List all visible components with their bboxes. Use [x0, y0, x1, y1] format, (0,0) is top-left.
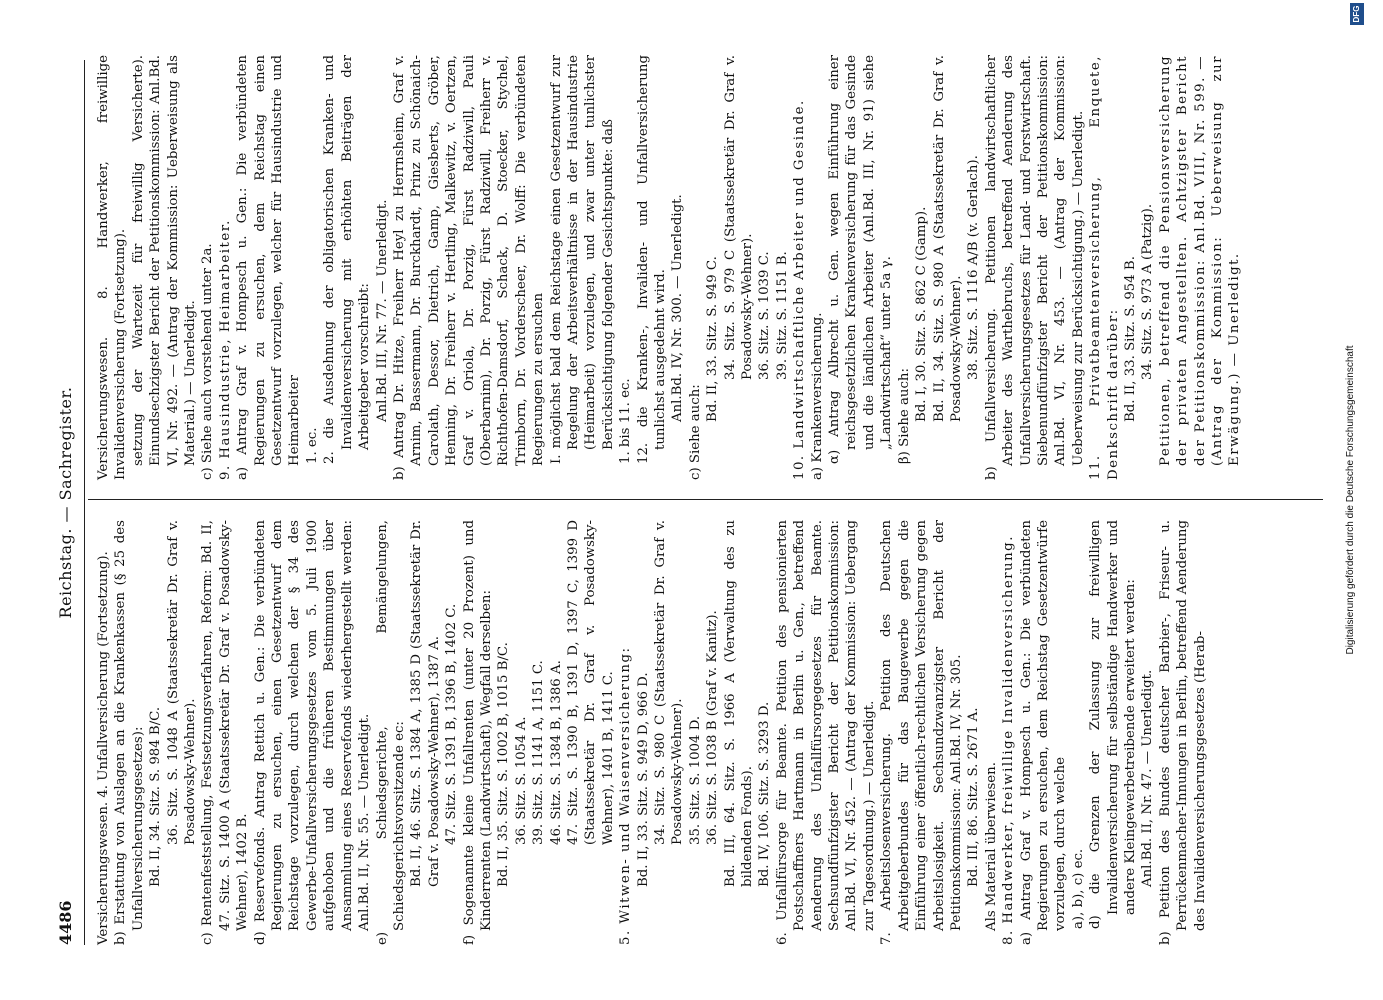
text-line: Bd. III, 64. Sitz. S. 1966 A (Verwaltung des zu bildenden Fonds).: [722, 520, 756, 887]
text-line: 34. Sitz. S. 980 C (Staatssekretär Dr. Graf v. Posadowsky-Wehner).: [653, 520, 686, 845]
text-line: 1. ec.: [304, 427, 320, 464]
column-divider: [88, 499, 1323, 500]
text-line: b) Unfallversicherung. Petitionen landwirtschaftlicher Arbeiter des Warthebruchs, betreffend Aenderung des Unfallversicherungsgesetzes für Land- und Forstwirtschaft. Siebenundfünfzigster Bericht der Petitionskommission: Anl.Bd. VI, Nr. 453. — (Antrag der Kommission: Ueberweisung zur Berücksichtigung.) — Unerledigt.: [983, 55, 1086, 480]
digitization-note: Digitalisierung gefördert durch die Deutsche Forschungsgemeinschaft: [1345, 345, 1356, 655]
header-rule: [84, 60, 85, 945]
text-line: Bd. IV, 106. Sitz. S. 3293 D.: [757, 701, 773, 887]
text-line: Bd. II, 33. Sitz. S. 949 D, 966 D.: [635, 672, 651, 887]
text-line: 36. Sitz. S. 1048 A (Staatssekretär Dr. Graf v. Posadowsky-Wehner).: [165, 520, 199, 845]
page-header: [52, 60, 82, 945]
text-line: e) Schiedsgerichte, Bemängelungen, Schiedsgerichtsvorsitzende ec:: [374, 520, 407, 945]
text-line: Bd. II, 34. Sitz. S. 984 B/C.: [148, 706, 164, 887]
page-number: 4486: [56, 900, 75, 945]
text-line: 39. Sitz. S. 1151 B.: [774, 251, 790, 380]
text-line: b) Antrag Dr. Hitze, Freiherr Heyl zu Herrnsheim, Graf v. Arnim, Bassermann, Dr. Burckhardt, Prinz zu Schönaich-Carolath, Dessor, Dietrich, Gamp, Giesberts, Gröber, Henning, Dr. Freiherr v. Hertling, Malkewitz, v. Oertzen, Graf v. Oriola, Dr. Porzig, Fürst Radziwill, Pauli (Oberbarnim), Dr. Porzig, Fürst Radziwill, Freiherr v. Richthofen-Damsdorf, Schack, D. Stoecker, Stychel, Trimborn, Dr. Vorderscheer, Dr. Wolff: Die verbündeten Regierungen zu ersuchen: [391, 55, 547, 480]
text-line: Anl.Bd. II, Nr. 47. — Unerledigt.: [1140, 669, 1156, 887]
text-line: 35. Sitz. S. 1004 D.: [687, 715, 703, 845]
text-line: I. möglichst bald dem Reichstage einen Gesetzentwurf zur Regelung der Arbeitsverhältnisse in der Hausindustrie (Heimarbeit) vorzulegen, und zwar unter tunlichster Berücksichtigung folgender Gesichtspunkte: daß: [548, 55, 616, 464]
text-line: 36. Sitz. S. 1039 C.: [757, 251, 773, 380]
left-column: [95, 520, 1209, 945]
text-line: 10. Landwirtschaftliche Arbeiter und Gesinde.: [792, 99, 808, 480]
text-line: Bd. II, 33. Sitz. S. 949 C.: [705, 256, 721, 422]
text-line: Versicherungswesen. 4. Unfallversicherung (Fortsetzung).: [96, 551, 111, 945]
text-line: 34. Sitz. S. 973 A (Patzig).: [1140, 203, 1156, 380]
text-line: 38. Sitz. S. 1116 A/B (v. Gerlach).: [966, 155, 982, 380]
text-line: 46. Sitz. S. 1384 B, 1386 A.: [548, 660, 564, 845]
text-line: 11. Privatbeamtenversicherung, Enquete, Denkschrift darüber:: [1088, 55, 1121, 480]
text-line: Bd. I, 30. Sitz. S. 862 C (Gamp).: [914, 206, 930, 422]
text-line: b) Petition des Bundes deutscher Barbier-, Friseur- u. Perrückenmacher-Innungen in Berlin, betreffend Aenderung des Invalidenversicherungsgesetzes (Herab-: [1157, 520, 1208, 945]
dfg-logo: DFG: [1350, 3, 1364, 25]
text-line: setzung der Wartezeit für freiwillig Versicherte). Einundsechzigster Bericht der Petitionskommission: Anl.Bd. VI, Nr. 492. — (Antrag der Kommission: Ueberweisung als Material.) — Unerledigt.: [130, 55, 199, 466]
text-line: 1. bis 11. ec.: [618, 378, 634, 464]
text-line: Petitionen, betreffend die Pensionsversicherung der privaten Angestellten. Achtzigster Bericht der Petitionskommission: Anl.Bd. VIII, Nr. 599. — (Antrag der Kommission: Ueberweisung zur Erwägung.) — Unerledigt.: [1157, 55, 1243, 466]
text-line: 6. Unfallfürsorge für Beamte. Petition des pensionierten Postschaffners Hartmann in Berlin u. Gen., betreffend Aenderung des Unfallfürsorgegesetzes für Beamte. Sechsundfünfzigster Bericht der Petitionskommission: Anl.Bd. VI, Nr. 452. — (Antrag der Kommission: Uebergang zur Tagesordnung.) — Unerledigt.: [774, 520, 877, 945]
text-line: 7. Arbeitslosenversicherung. Petition des Deutschen Arbeitgeberbundes für das Baugewerbe gegen die Einführung einer öffentlich-rechtlichen Versicherung gegen Arbeitslosigkeit. Sechsundzwanzigster Bericht der Petitionskommission: Anl.Bd. IV, Nr. 305.: [879, 520, 964, 945]
text-line: 47. Sitz. S. 1390 B, 1391 D, 1397 C, 1399 D (Staatssekretär Dr. Graf v. Posadowsky-Wehner), 1401 B, 1411 C.: [565, 520, 616, 845]
text-line: 47. Sitz. S. 1391 B, 1396 B, 1402 C.: [444, 603, 460, 845]
text-line: Anl.Bd. III, Nr. 77. — Unerledigt.: [374, 199, 390, 422]
text-line: Bd. II, 46. Sitz. S. 1384 A, 1385 D (Staatssekretär Dr. Graf v. Posadowsky-Wehner), 1387 A.: [409, 520, 442, 887]
text-line: 8. Handwerker, freiwillige Invalidenversicherung.: [1001, 535, 1017, 945]
page-title: Reichstag. — Sachregister.: [56, 386, 75, 619]
text-line: 5. Witwen- und Waisenversicherung:: [618, 646, 634, 945]
text-line: Als Material überwiesen.: [983, 762, 999, 931]
text-line: a) Krankenversicherung.: [809, 312, 825, 480]
text-line: c) Siehe auch vorstehend unter 2a.: [200, 243, 216, 480]
text-line: d) die Grenzen der Zulassung zur freiwilligen Invalidenversicherung für selbständige Handwerker und andere Kleingewerbetreibende erweitert werden:: [1088, 520, 1138, 929]
text-line: Bd. II, 33. Sitz. S. 954 B.: [1122, 256, 1138, 422]
text-line: 36. Sitz. S. 1038 B (Graf v. Kanitz).: [705, 610, 721, 845]
text-line: a) Antrag Graf v. Hompesch u. Gen.: Die verbündeten Regierungen zu ersuchen, dem Reichstag Gesetzentwürfe vorzulegen, durch welche: [1018, 520, 1069, 945]
right-column: [95, 55, 1244, 480]
text-line: Versicherungswesen. 8. Handwerker, freiwillige Invalidenversicherung (Fortsetzung).: [96, 55, 129, 480]
text-line: 2. die Ausdehnung der obligatorischen Kranken- und Invalidenversicherung mit erhöhten Beiträgen der Arbeitgeber vorschreibt:: [322, 55, 373, 464]
text-line: 12. die Kranken-, Invaliden- und Unfallversicherung tunlichst ausgedehnt wird.: [635, 55, 668, 464]
text-line: α) Antrag Albrecht u. Gen. wegen Einführung einer reichsgesetzlichen Krankenversicherung für das Gesinde und die ländlichen Arbeiter (Anl.Bd. III, Nr. 91) siehe „Landwirtschaft“ unter 5a γ.: [827, 55, 895, 464]
text-line: Bd. II, 35. Sitz. S. 1002 B, 1015 B/C.: [496, 642, 512, 887]
text-line: d) Reservefonds. Antrag Rettich u. Gen.: Die verbündeten Regierungen zu ersuchen, einen Gesetzentwurf dem Reichstage vorzulegen, durch welchen der § 34 des Gewerbe-Unfallversicherungsgesetzes vom 5. Juli 1900 aufgehoben und die früheren Bestimmungen über Ansammlung eines Reservefonds wiederhergestellt werden: Anl.Bd. II, Nr. 55. — Unerledigt.: [252, 520, 373, 945]
text-line: β) Siehe auch:: [896, 368, 912, 464]
text-line: c) Rentenfeststellung, Festsetzungsverfahren, Reform: Bd. II, 47. Sitz. S. 1400 A (Staatssekretär Dr. Graf v. Posadowsky-Wehner), 1402 B.: [200, 520, 251, 945]
text-line: c) Siehe auch:: [687, 384, 703, 480]
text-line: a), b), c) ec.: [1070, 848, 1086, 929]
text-line: 9. Hausindustrie, Heimarbeiter.: [217, 219, 233, 480]
text-line: b) Erstattung von Auslagen an die Krankenkassen (§ 25 des Unfallversicherungsgesetzes):: [113, 520, 146, 945]
text-line: 34. Sitz. S. 979 C (Staatssekretär Dr. Graf v. Posadowsky-Wehner).: [722, 55, 756, 380]
text-line: f) Sogenannte kleine Unfallrenten (unter 20 Prozent) und Kinderrenten (Landwirtschaft), Wegfall derselben:: [461, 520, 494, 945]
text-line: Bd. III, 86. Sitz. S. 2671 A.: [966, 707, 982, 887]
text-line: 36. Sitz. S. 1054 A.: [513, 716, 529, 845]
text-line: Bd. II, 34. Sitz. S. 980 A (Staatssekretär Dr. Graf v. Posadowsky-Wehner).: [931, 55, 964, 422]
text-line: Anl.Bd. IV, Nr. 300. — Unerledigt.: [670, 194, 686, 422]
text-line: a) Antrag Graf v. Hompesch u. Gen.: Die verbündeten Regierungen zu ersuchen, dem Reichstag einen Gesetzentwurf vorzulegen, welcher für Hausindustrie und Heimarbeiter: [235, 55, 303, 480]
text-line: 39. Sitz. S. 1141 A, 1151 C.: [531, 660, 547, 845]
